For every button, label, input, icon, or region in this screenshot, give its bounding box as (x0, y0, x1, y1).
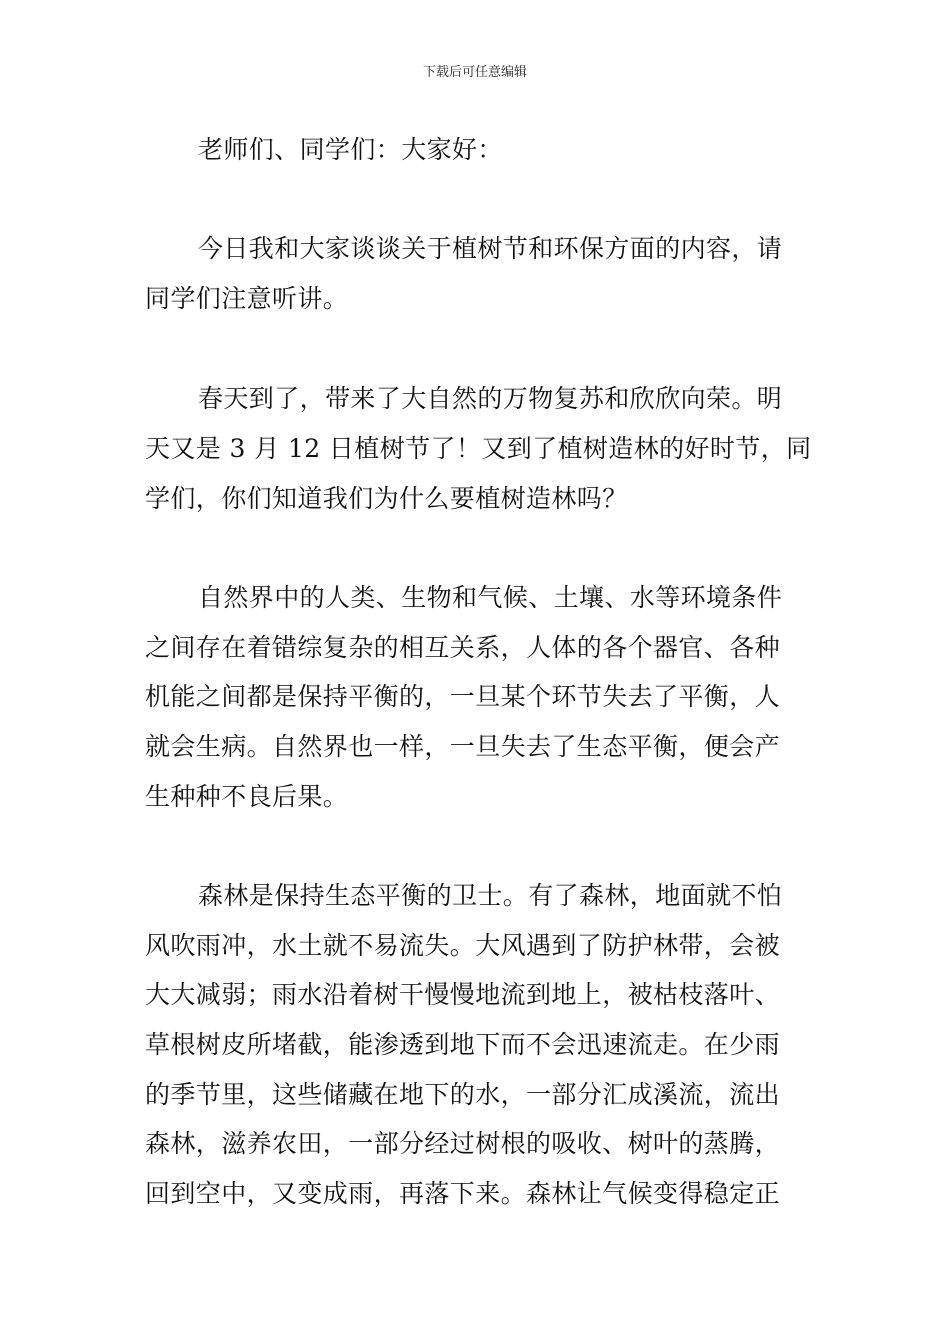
paragraph-line: 森林，滋养农田，一部分经过树根的吸收、树叶的蒸腾， (145, 1129, 781, 1158)
paragraph-line: 自然界中的人类、生物和气候、土壤、水等环境条件 (198, 583, 783, 612)
header-note: 下载后可任意编辑 (422, 65, 527, 80)
paragraph-line: 老师们、同学们：大家好： (198, 135, 503, 164)
paragraph-line: 就会生病。自然界也一样，一旦失去了生态平衡，便会产 (145, 732, 781, 761)
paragraph-line: 学们，你们知道我们为什么要植树造林吗？ (145, 484, 628, 513)
paragraph-line: 大大减弱；雨水沿着树干慢慢地流到地上，被枯枝落叶、 (145, 980, 781, 1009)
paragraph-line: 天又是 3 月 12 日植树节了！又到了植树造林的好时节，同 (145, 434, 812, 463)
paragraph-line: 春天到了，带来了大自然的万物复苏和欣欣向荣。明 (198, 384, 783, 413)
paragraph-line: 风吹雨冲，水土就不易流失。大风遇到了防护林带，会被 (145, 931, 781, 960)
paragraph-line: 今日我和大家谈谈关于植树节和环保方面的内容，请 (198, 234, 783, 263)
paragraph-line: 草根树皮所堵截，能渗透到地下而不会迅速流走。在少雨 (145, 1030, 781, 1059)
paragraph-line: 之间存在着错综复杂的相互关系，人体的各个器官、各种 (145, 633, 781, 662)
paragraph-line: 生种种不良后果。 (145, 782, 349, 811)
paragraph-line: 同学们注意听讲。 (145, 284, 349, 313)
paragraph-line: 的季节里，这些储藏在地下的水，一部分汇成溪流，流出 (145, 1080, 781, 1109)
paragraph-line: 机能之间都是保持平衡的，一旦某个环节失去了平衡，人 (145, 682, 781, 711)
paragraph-line: 回到空中，又变成雨，再落下来。森林让气候变得稳定正 (145, 1179, 781, 1208)
paragraph-line: 森林是保持生态平衡的卫士。有了森林，地面就不怕 (198, 881, 783, 910)
